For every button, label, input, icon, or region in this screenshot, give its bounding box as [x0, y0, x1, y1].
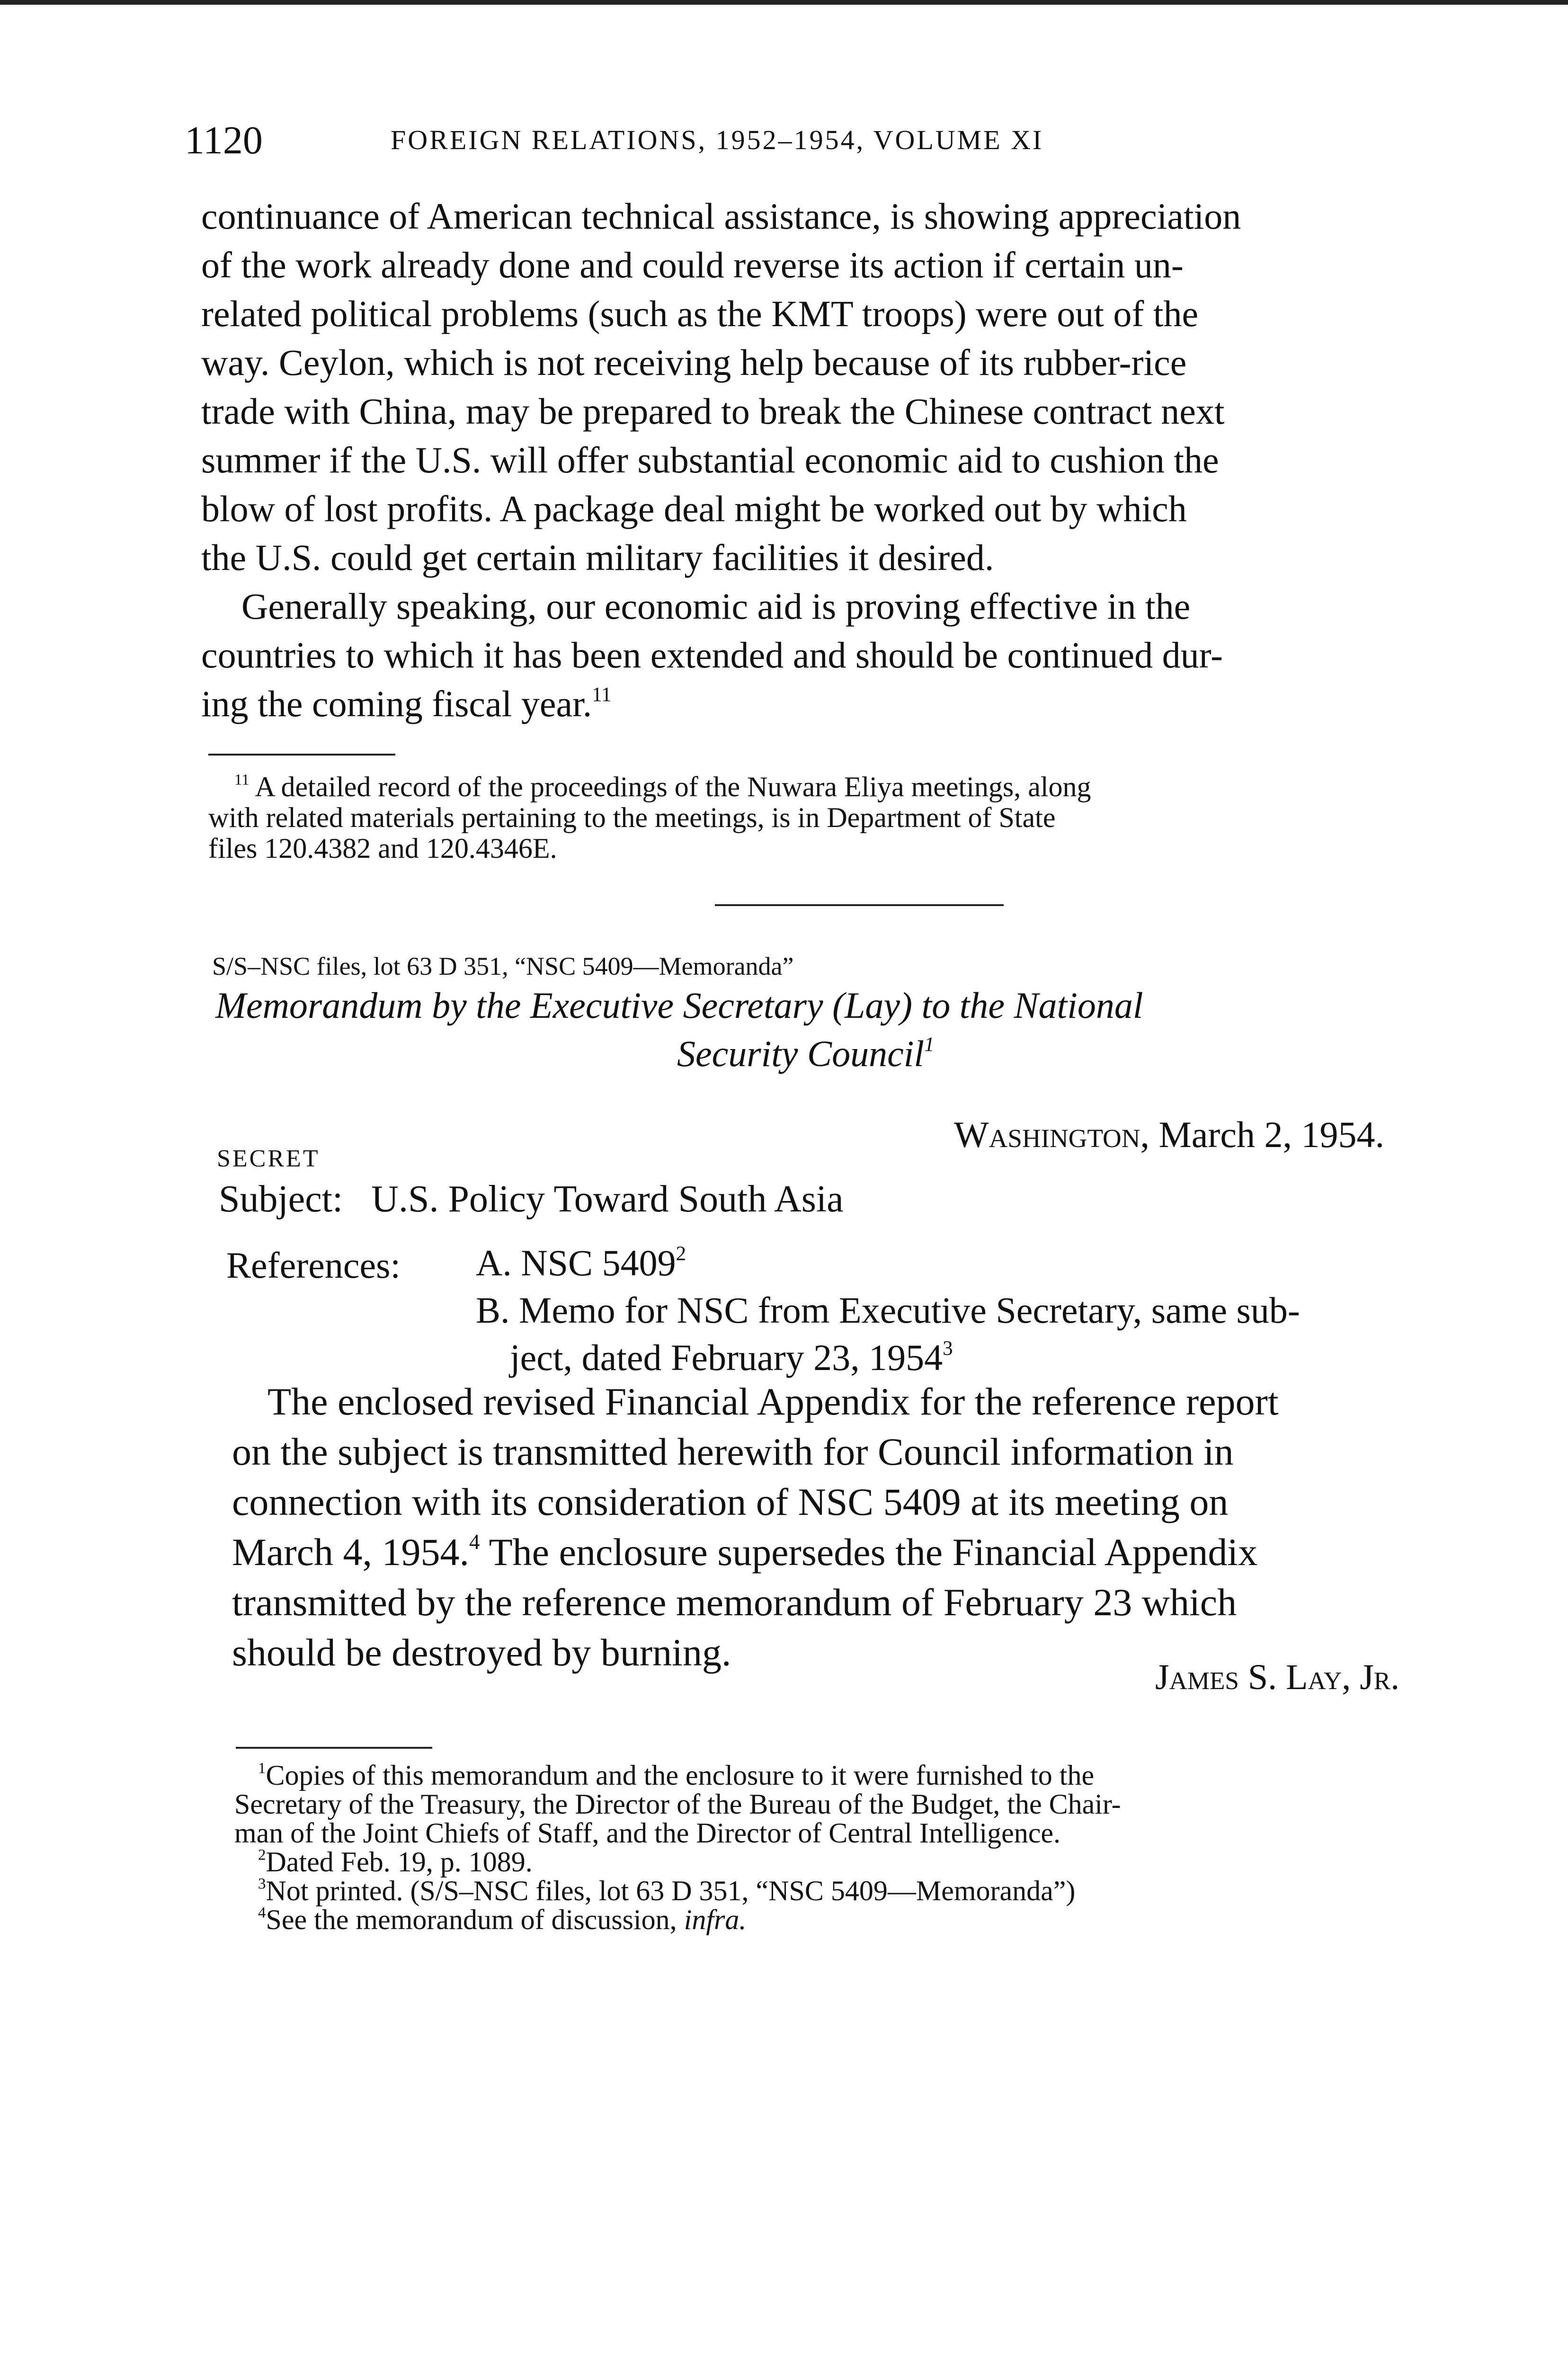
- dateline-date: , March 2, 1954.: [1140, 1114, 1385, 1155]
- signature: James S. Lay, Jr.: [1155, 1657, 1400, 1697]
- footnote-line: with related materials pertaining to the meetings, is in Department of State: [208, 802, 1056, 833]
- text-line: The enclosed revised Financial Appendix for the reference report: [267, 1380, 1279, 1423]
- dateline-place: Washington: [954, 1114, 1140, 1155]
- text-line: trade with China, may be prepared to break the Chinese contract next: [201, 391, 1225, 432]
- reference-b: B. Memo for NSC from Executive Secretary, same sub-: [476, 1290, 1300, 1331]
- footnotes: [234, 1761, 1121, 1934]
- footnote-ref-2[interactable]: 2: [676, 1242, 686, 1265]
- footnote-ref-11[interactable]: 11: [592, 683, 612, 706]
- footnote-1-cont: man of the Joint Chiefs of Staff, and the Director of Central Intelligence.: [234, 1817, 1061, 1849]
- text-line: connection with its consideration of NSC 5409 at its meeting on: [232, 1480, 1229, 1523]
- text-line: on the subject is transmitted herewith for Council information in: [232, 1430, 1234, 1473]
- text-line: blow of lost profits. A package deal might be worked out by which: [201, 488, 1187, 529]
- footnote-2: $^2$Dated Feb. 19, p. 1089.: [258, 1846, 533, 1878]
- subject-label: Subject:: [219, 1178, 343, 1220]
- text-line: countries to which it has been extended and should be continued dur-: [201, 634, 1223, 676]
- text-line: transmitted by the reference memorandum of February 23 which: [232, 1581, 1237, 1624]
- footnote-marker: 11: [234, 771, 249, 789]
- references-list: [476, 1239, 1300, 1381]
- text-line: related political problems (such as the KMT troops) were out of the: [201, 293, 1199, 334]
- footnote-ref-4[interactable]: 4: [469, 1530, 480, 1554]
- dateline: [954, 1113, 1384, 1156]
- text-line: continuance of American technical assistance, is showing appreciation: [201, 196, 1241, 237]
- footnote-3: $^3$Not printed. (S/S–NSC files, lot 63 D 351, “NSC 5409—Memoranda”): [258, 1875, 1076, 1906]
- footnote-divider: [236, 1747, 432, 1749]
- text-line: summer if the U.S. will offer substantial economic aid to cushion the: [201, 439, 1219, 481]
- footnote-1-cont: Secretary of the Treasury, the Director of the Bureau of the Budget, the Chair-: [234, 1789, 1121, 1820]
- generally-speaking-paragraph: [201, 582, 1223, 728]
- title-line: Memorandum by the Executive Secretary (Lay) to the National: [215, 985, 1143, 1026]
- page-top-border: [0, 0, 1568, 5]
- document-title: [215, 981, 1143, 1078]
- memo-body: [232, 1377, 1279, 1678]
- references-label: References:: [226, 1245, 401, 1286]
- subject-text: U.S. Policy Toward South Asia: [371, 1178, 844, 1220]
- subject-line: [219, 1178, 844, 1221]
- footnote-line: files 120.4382 and 120.4346E.: [208, 833, 557, 864]
- footnote-11: [208, 772, 1091, 864]
- text-line: Generally speaking, our economic aid is proving effective in the: [241, 586, 1191, 627]
- footnote-1: $^1$Copies of this memorandum and the enclosure to it were furnished to the: [258, 1760, 1095, 1791]
- text-line: March 4, 1954.$^4$ The enclosure supersedes the Financial Appendix: [232, 1530, 1258, 1574]
- reference-b-cont: ject, dated February 23, 1954$^3$: [510, 1337, 953, 1378]
- source-note: S/S–NSC files, lot 63 D 351, “NSC 5409—Memoranda”: [212, 952, 794, 980]
- continuation-paragraph: [201, 192, 1241, 582]
- footnote-4: $^4$See the memorandum of discussion, infra.: [258, 1904, 747, 1935]
- text-line: ing the coming fiscal year.$^{11}$: [201, 683, 612, 724]
- page-number: 1120: [185, 118, 263, 162]
- classification-label: SECRET: [217, 1145, 320, 1172]
- text-line: way. Ceylon, which is not receiving help because of its rubber-rice: [201, 342, 1187, 383]
- title-line: Security Council$^1$: [677, 1033, 935, 1074]
- footnote-ref-1[interactable]: 1: [924, 1033, 935, 1056]
- text-line: should be destroyed by burning.: [232, 1631, 731, 1674]
- footnote-ref-3[interactable]: 3: [943, 1337, 953, 1360]
- section-divider: [715, 904, 1004, 906]
- footnote-line: $^{11}$ A detailed record of the proceedings of the Nuwara Eliya meetings, along: [234, 771, 1091, 802]
- text-line: the U.S. could get certain military facilities it desired.: [201, 537, 994, 578]
- text-line: of the work already done and could reverse its action if certain un-: [201, 244, 1184, 285]
- running-head: FOREIGN RELATIONS, 1952–1954, VOLUME XI: [391, 125, 1044, 155]
- reference-a: A. NSC 5409$^2$: [476, 1242, 686, 1283]
- footnote-divider: [208, 754, 395, 756]
